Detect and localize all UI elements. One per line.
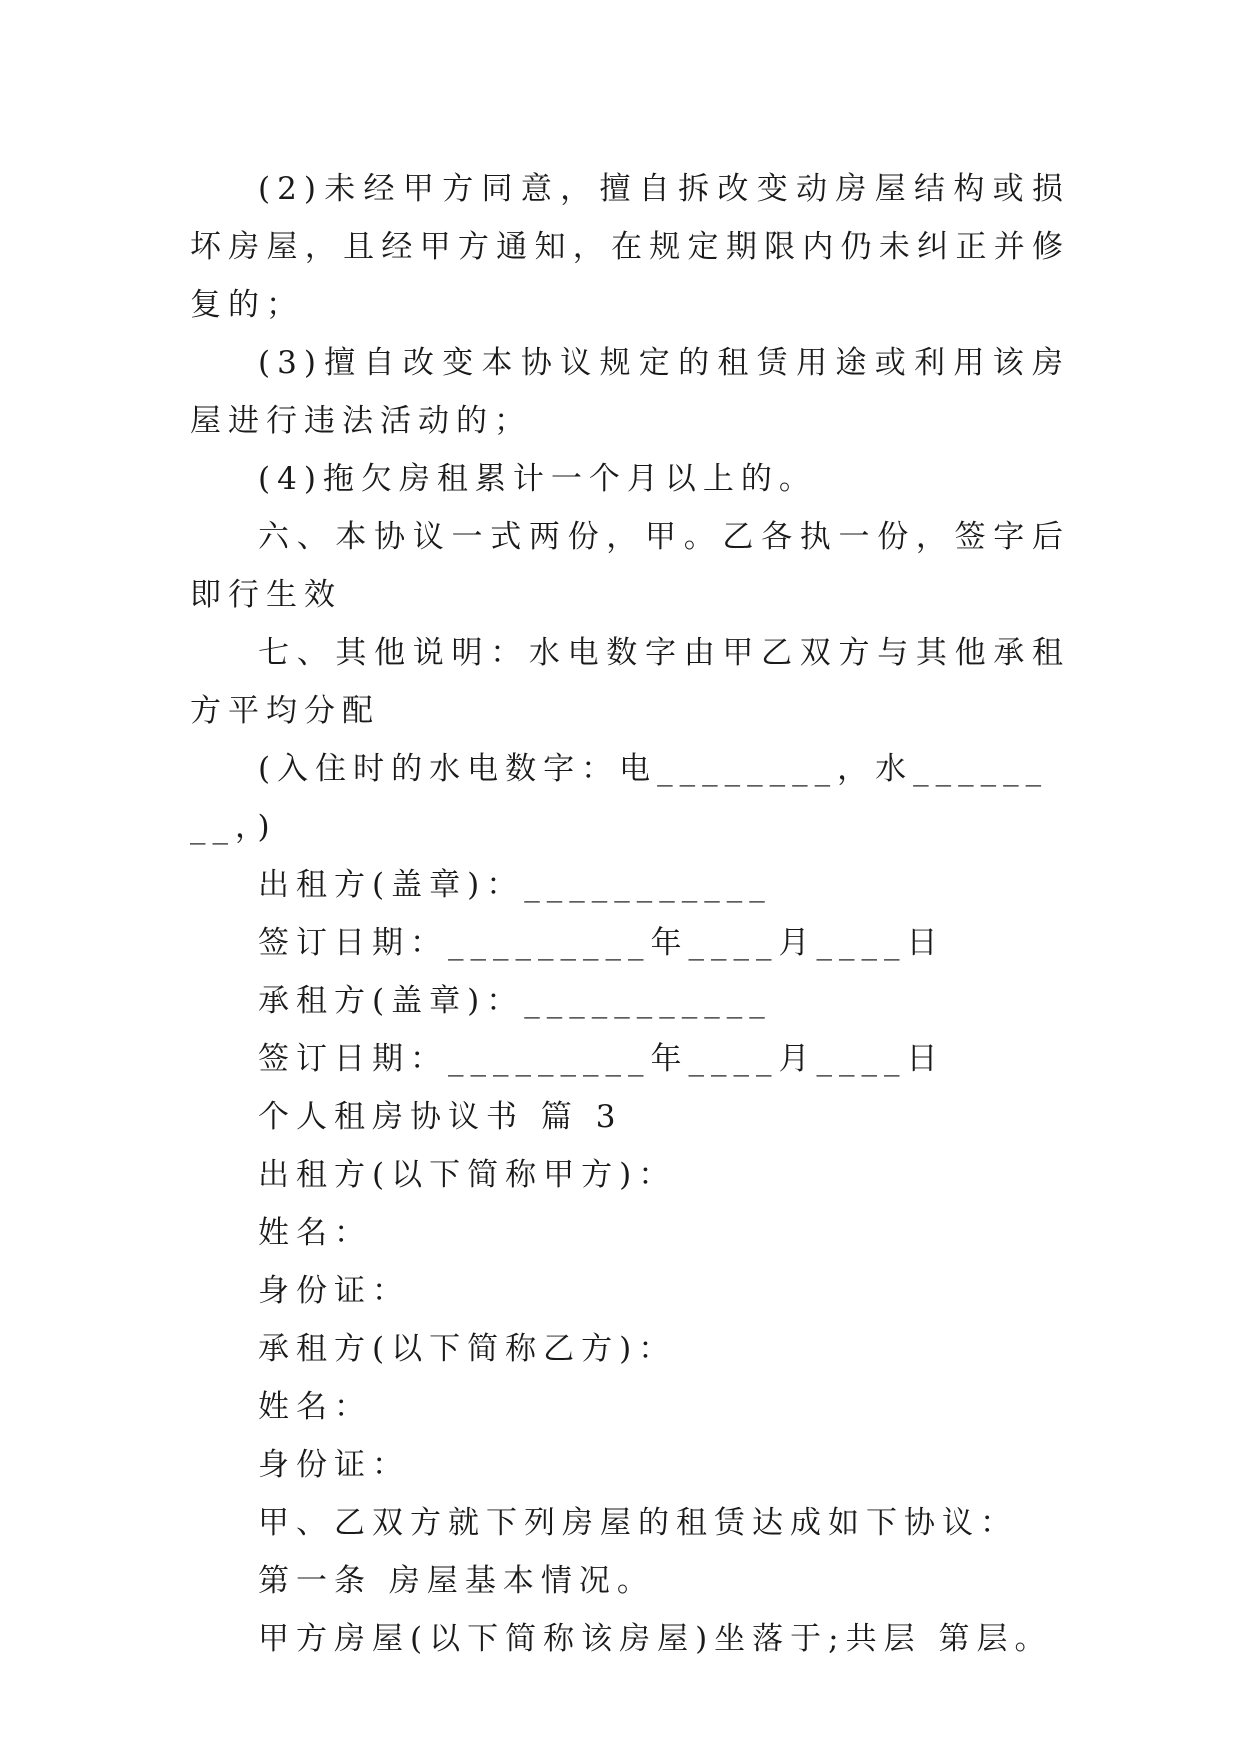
agreement-intro: 甲、乙双方就下列房屋的租赁达成如下协议： [258, 1505, 1018, 1541]
clause-4-paragraph: (4)拖欠房租累计一个月以上的。 [258, 461, 817, 497]
property-location-line: 甲方房屋(以下简称该房屋)坐落于;共层 第层。 [258, 1621, 1053, 1657]
utility-readings-line: (入住时的水电数字：电________，水________，) [190, 751, 1049, 845]
section-heading: 个人租房协议书 篇 3 [258, 1099, 623, 1135]
clause-2-paragraph: (2)未经甲方同意，擅自拆改变动房屋结构或损坏房屋，且经甲方通知，在规定期限内仍未纠正并修复的； [190, 171, 1070, 323]
lessee-name-field: 姓名： [258, 1389, 372, 1425]
lessee-label: 承租方(以下简称乙方)： [258, 1331, 677, 1367]
article-7-paragraph: 七、其他说明：水电数字由甲乙双方与其他承租方平均分配 [190, 635, 1070, 729]
lessor-sign-date-line: 签订日期：_________年____月____日 [258, 925, 945, 961]
article-6-paragraph: 六、本协议一式两份，甲。乙各执一份，签字后即行生效 [190, 519, 1070, 613]
lessee-id-field: 身份证： [258, 1447, 410, 1483]
lessor-id-field: 身份证： [258, 1273, 410, 1309]
lessor-name-field: 姓名： [258, 1215, 372, 1251]
clause-3-paragraph: (3)擅自改变本协议规定的租赁用途或利用该房屋进行违法活动的； [190, 345, 1070, 439]
lessor-seal-line: 出租方(盖章)：___________ [258, 867, 772, 903]
lessee-sign-date-line: 签订日期：_________年____月____日 [258, 1041, 945, 1077]
article-1-heading: 第一条 房屋基本情况。 [258, 1563, 655, 1599]
document-body [190, 160, 1070, 1668]
lessor-label: 出租方(以下简称甲方)： [258, 1157, 677, 1193]
lessee-seal-line: 承租方(盖章)：___________ [258, 983, 772, 1019]
